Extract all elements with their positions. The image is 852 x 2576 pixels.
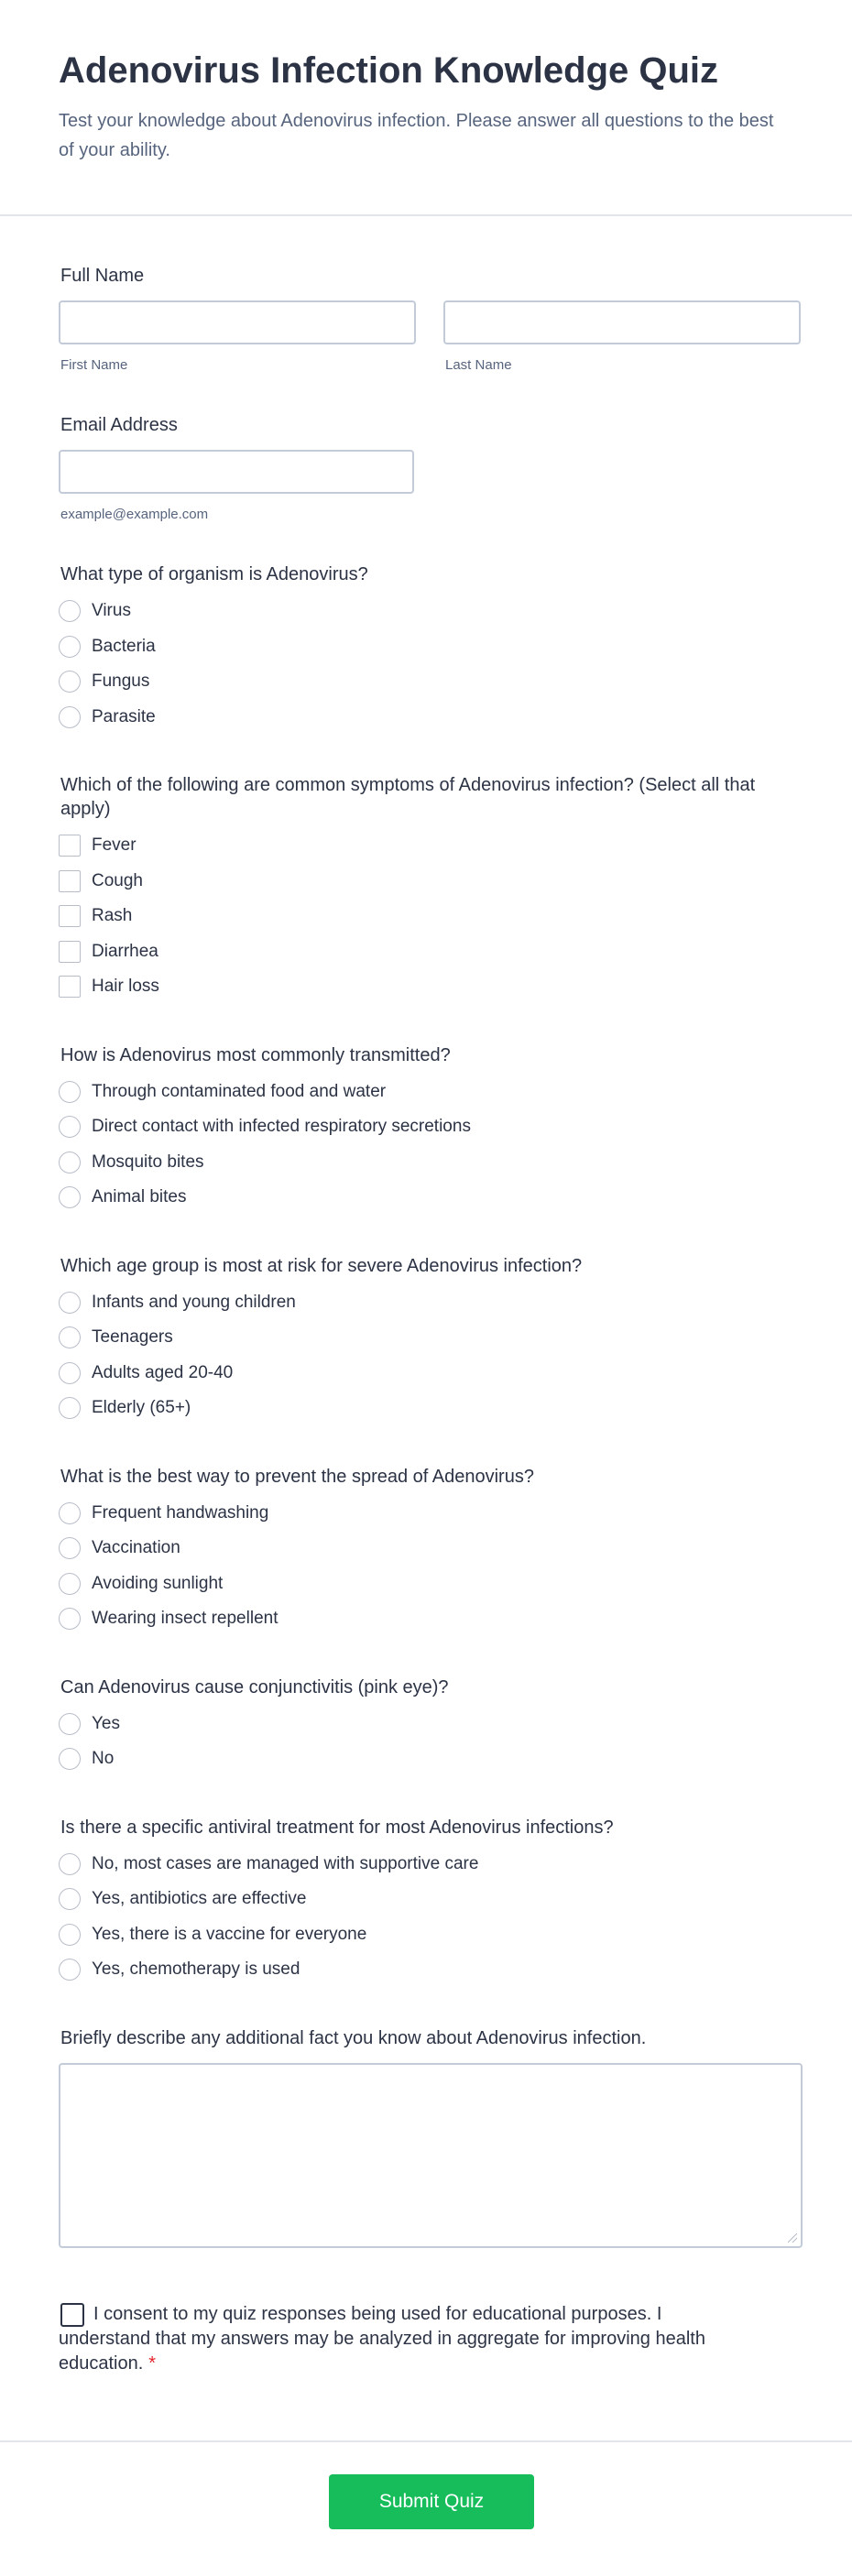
checkbox-option[interactable]: [59, 934, 793, 970]
option-label: Mosquito bites: [92, 1152, 204, 1172]
checkbox-option[interactable]: [59, 899, 793, 934]
consent-field: [59, 2303, 718, 2376]
last-name-col: [443, 300, 801, 373]
question-label: What is the best way to prevent the spread of Adenovirus?: [60, 1466, 534, 1487]
radio-button[interactable]: [59, 600, 81, 622]
question-prevention: [59, 1465, 793, 1637]
option-label: Virus: [92, 601, 131, 621]
checkbox[interactable]: [59, 976, 81, 998]
checkbox[interactable]: [59, 870, 81, 892]
option-label: Parasite: [92, 706, 156, 726]
radio-option[interactable]: [59, 594, 793, 629]
option-label: Yes, antibiotics are effective: [92, 1889, 307, 1909]
radio-option[interactable]: [59, 1882, 793, 1917]
question-organism-type: [59, 562, 793, 735]
radio-button[interactable]: [59, 1888, 81, 1910]
radio-option[interactable]: [59, 1566, 793, 1602]
question-age-group: [59, 1254, 793, 1426]
option-label: Vaccination: [92, 1538, 180, 1558]
page-title: Adenovirus Infection Knowledge Quiz: [59, 50, 719, 91]
option-label: Animal bites: [92, 1187, 187, 1207]
email-sublabel: example@example.com: [60, 507, 209, 522]
radio-button[interactable]: [59, 1924, 81, 1946]
option-label: Yes: [92, 1713, 120, 1733]
question-symptoms: [59, 773, 793, 1005]
question-label: Which age group is most at risk for severe Adenovirus infection?: [60, 1255, 583, 1276]
radio-button[interactable]: [59, 671, 81, 693]
page-subtitle: Test your knowledge about Adenovirus infection. Please answer all questions to the best of your ability.: [59, 111, 774, 160]
question-antiviral-treatment: [59, 1816, 793, 1988]
required-asterisk: *: [148, 2352, 157, 2374]
question-label: Can Adenovirus cause conjunctivitis (pink eye)?: [60, 1676, 449, 1697]
checkbox[interactable]: [59, 941, 81, 963]
radio-button[interactable]: [59, 1608, 81, 1630]
radio-option[interactable]: [59, 629, 793, 665]
last-name-sublabel: Last Name: [445, 357, 512, 373]
radio-option[interactable]: [59, 1917, 793, 1953]
option-label: Direct contact with infected respiratory secretions: [92, 1117, 471, 1137]
radio-button[interactable]: [59, 1116, 81, 1138]
radio-option[interactable]: [59, 1707, 793, 1742]
form-header: [0, 0, 852, 216]
checkbox-option[interactable]: [59, 864, 793, 900]
radio-option[interactable]: [59, 1180, 793, 1216]
radio-option[interactable]: [59, 1496, 793, 1532]
consent-text: I consent to my quiz responses being used for educational purposes. I understand that my answers may be analyzed in aggregate for improving health education.: [59, 2303, 705, 2374]
quiz-form: [0, 264, 852, 2376]
radio-button[interactable]: [59, 1326, 81, 1348]
radio-button[interactable]: [59, 1362, 81, 1384]
radio-option[interactable]: [59, 1741, 793, 1777]
additional-fact-field: [59, 2026, 793, 2248]
question-label: What type of organism is Adenovirus?: [60, 564, 368, 584]
radio-option[interactable]: [59, 664, 793, 700]
submit-quiz-button[interactable]: Submit Quiz: [329, 2474, 534, 2529]
radio-button[interactable]: [59, 1853, 81, 1875]
option-label: Rash: [92, 906, 133, 926]
question-conjunctivitis: [59, 1675, 793, 1777]
option-label: Fever: [92, 835, 137, 856]
option-label: Yes, chemotherapy is used: [92, 1959, 300, 1980]
additional-fact-textarea[interactable]: [59, 2063, 803, 2248]
first-name-input[interactable]: [59, 300, 416, 344]
radio-option[interactable]: [59, 1601, 793, 1637]
radio-option[interactable]: [59, 700, 793, 736]
email-field: [59, 413, 793, 522]
first-name-col: [59, 300, 416, 373]
radio-button[interactable]: [59, 636, 81, 658]
option-label: No: [92, 1749, 115, 1769]
option-label: Fungus: [92, 671, 150, 692]
radio-option[interactable]: [59, 1847, 793, 1883]
option-label: Elderly (65+): [92, 1398, 191, 1418]
radio-option[interactable]: [59, 1075, 793, 1110]
radio-button[interactable]: [59, 1713, 81, 1735]
question-label: Is there a specific antiviral treatment for most Adenovirus infections?: [60, 1817, 614, 1838]
checkbox-option[interactable]: [59, 828, 793, 864]
radio-button[interactable]: [59, 1959, 81, 1981]
question-label: How is Adenovirus most commonly transmitted?: [60, 1044, 451, 1065]
form-footer: [0, 2440, 852, 2576]
first-name-sublabel: First Name: [60, 357, 128, 373]
radio-option[interactable]: [59, 1356, 793, 1392]
email-label: Email Address: [60, 415, 178, 435]
radio-button[interactable]: [59, 1081, 81, 1103]
radio-option[interactable]: [59, 1109, 793, 1145]
option-label: Frequent handwashing: [92, 1502, 269, 1523]
radio-button[interactable]: [59, 1537, 81, 1559]
radio-button[interactable]: [59, 1186, 81, 1208]
checkbox[interactable]: [59, 835, 81, 857]
radio-option[interactable]: [59, 1391, 793, 1426]
last-name-input[interactable]: [443, 300, 801, 344]
email-input[interactable]: [59, 450, 414, 494]
option-label: Teenagers: [92, 1327, 173, 1348]
radio-option[interactable]: [59, 1145, 793, 1181]
radio-button[interactable]: [59, 1152, 81, 1173]
option-label: Through contaminated food and water: [92, 1081, 387, 1101]
radio-option[interactable]: [59, 1285, 793, 1321]
radio-option[interactable]: [59, 1531, 793, 1566]
checkbox[interactable]: [59, 905, 81, 927]
option-label: Wearing insect repellent: [92, 1609, 279, 1629]
option-label: Avoiding sunlight: [92, 1573, 224, 1593]
radio-button[interactable]: [59, 706, 81, 728]
question-transmission: [59, 1043, 793, 1216]
option-label: Adults aged 20-40: [92, 1362, 234, 1382]
radio-option[interactable]: [59, 1952, 793, 1988]
full-name-field: [59, 264, 793, 373]
radio-button[interactable]: [59, 1397, 81, 1419]
option-label: No, most cases are managed with supportive care: [92, 1853, 479, 1873]
option-label: Bacteria: [92, 636, 156, 656]
additional-fact-label: Briefly describe any additional fact you know about Adenovirus infection.: [60, 2027, 647, 2048]
option-label: Diarrhea: [92, 941, 158, 961]
radio-button[interactable]: [59, 1502, 81, 1524]
resize-grip-icon[interactable]: [788, 2233, 797, 2243]
option-label: Yes, there is a vaccine for everyone: [92, 1924, 367, 1944]
consent-text-block: [59, 2302, 718, 2376]
question-label: Which of the following are common symptoms of Adenovirus infection? (Select all that apply): [60, 775, 756, 819]
option-label: Infants and young children: [92, 1292, 296, 1312]
option-label: Hair loss: [92, 977, 159, 997]
full-name-label: Full Name: [60, 266, 145, 286]
radio-button[interactable]: [59, 1748, 81, 1770]
checkbox-option[interactable]: [59, 969, 793, 1005]
option-label: Cough: [92, 870, 143, 890]
radio-button[interactable]: [59, 1573, 81, 1595]
name-row: [59, 300, 793, 373]
radio-button[interactable]: [59, 1292, 81, 1314]
radio-option[interactable]: [59, 1320, 793, 1356]
